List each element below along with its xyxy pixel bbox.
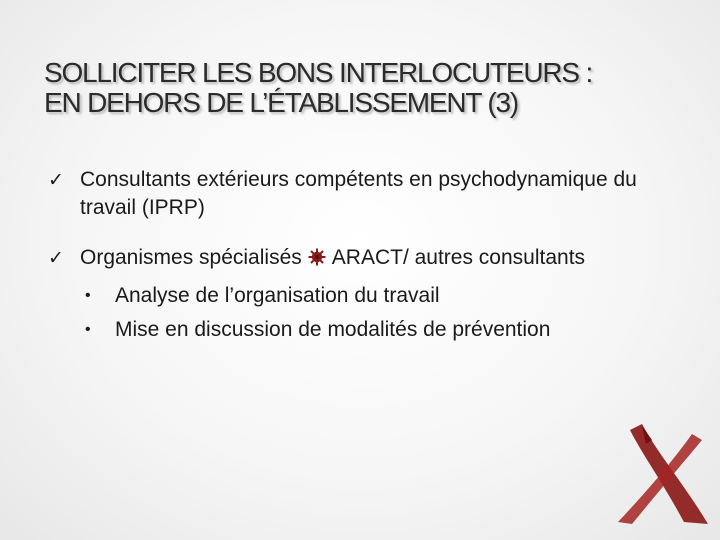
bullet-item [48, 166, 688, 222]
title-line-1: SOLLICITER LES BONS INTERLOCUTEURS : [44, 57, 593, 88]
sub-list [80, 282, 688, 344]
sub-item [80, 282, 688, 310]
sub-bullet: • [85, 321, 91, 338]
sub-item-text: Mise en discussion de modalités de prévention [115, 318, 551, 341]
title-line-2: EN DEHORS DE L’ÉTABLISSEMENT (3) [44, 87, 519, 118]
bullet-text-after: ARACT/ autres consultants [331, 246, 586, 269]
bullet-item [48, 244, 688, 344]
check-icon: ✓ [48, 247, 64, 269]
gear-icon [308, 246, 326, 274]
bullet-text-before: Organismes spécialisés [80, 246, 302, 269]
bullet-list [48, 166, 688, 350]
check-icon: ✓ [48, 169, 64, 191]
sub-item-text: Analyse de l’organisation du travail [115, 284, 440, 307]
sub-bullet: • [85, 287, 91, 304]
bullet-text: Consultants extérieurs compétents en psychodynamique du travail (IPRP) [80, 168, 637, 219]
x-logo-icon [612, 420, 712, 532]
sub-item [80, 316, 688, 344]
slide-title [44, 58, 694, 118]
